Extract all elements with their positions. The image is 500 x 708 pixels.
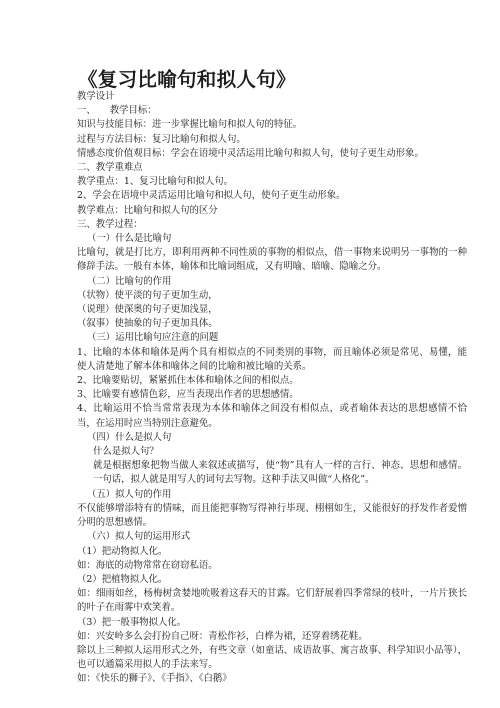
paragraph: 就是根据想象把物当做人来叙述或描写，使“物”具有人一样的言行、神态、思想和感情。一句话，拟人就是用写人的词句去写物。这种手法又叫做“人格化”。 [93, 460, 467, 486]
subsection-heading: （二）比喻句的作用 [87, 275, 172, 287]
text-line: （叙事）使抽象的句子更加具体。 [77, 318, 218, 330]
text-line: 2、比喻要贴切，紧紧抓住本体和喻体之间的相似点。 [77, 375, 299, 387]
subsection-heading: （四）什么是拟人句 [87, 431, 172, 443]
text-line: （状物）使平淡的句子更加生动， [77, 289, 218, 301]
section-heading: 三、教学过程： [77, 218, 143, 230]
section-heading: 一、 教学目标： [77, 105, 157, 117]
text-line: 如：《快乐的狮子》、《手指》、《白鹅》 [77, 673, 232, 685]
text-line: （3）把一般事物拟人化。 [77, 616, 187, 628]
text-line: 知识与技能目标：进一步掌握比喻句和拟人句的特征。 [77, 119, 303, 131]
subsection-heading: （六）拟人句的运用形式 [87, 531, 191, 543]
document-body [77, 90, 467, 687]
text-line: 过程与方法目标：复习比喻句和拟人句。 [77, 133, 246, 145]
text-line: 教学难点：比喻句和拟人句的区分 [77, 204, 218, 216]
paragraph: 除以上三种拟人运用形式之外，有些文章（如童话、成语故事、寓言故事、科学知识小品等），也可以通篇采用拟人的手法来写。 [77, 644, 467, 671]
paragraph: 不仅能够增添特有的情味，而且能把事物写得神行毕现、栩栩如生，又能很好的抒发作者爱憎分明的思想感情。 [77, 502, 467, 529]
text-line: （1）把动物拟人化。 [77, 545, 168, 557]
text-line: 如：海底的动物常常在窃窃私语。 [77, 559, 218, 571]
subsection-heading: （五）拟人句的作用 [87, 488, 172, 500]
section-heading: 二、教学重难点 [77, 162, 143, 174]
subsection-heading: （三）运用比喻句应注意的问题 [87, 332, 219, 344]
text-line: （说理）使深奥的句子更加浅显， [77, 304, 218, 316]
text-line: 教学设计 [77, 91, 115, 102]
paragraph: 4、比喻运用不恰当常常表现为本体和喻体之间没有相似点，或者喻体表达的思想感情不恰当，在运用时应当特别注意避免。 [77, 403, 467, 429]
text-line: 3、比喻要有感情色彩，应当表现出作者的思想感情。 [77, 389, 299, 401]
text-line: 什么是拟人句？ [93, 446, 159, 458]
paragraph: 比喻句，就是打比方，即利用两种不同性质的事物的相似点，借一事物来说明另一事物的一种修辞手法。一般有本体，喻体和比喻词组成，又有明喻、暗喻、隐喻之分。 [77, 247, 467, 273]
text-line: （2）把植物拟人化。 [77, 573, 168, 585]
subsection-heading: （一）什么是比喻句 [87, 233, 172, 245]
text-line: 2、学会在语境中灵活运用比喻句和拟人句，使句子更生动形象。 [77, 190, 346, 202]
text-line: 情感态度价值观目标：学会在语境中灵活运用比喻句和拟人句，使句子更生动形象。 [77, 147, 424, 159]
paragraph: 如：细雨如丝，杨梅树贪婪地吮吸着这春天的甘露。它们舒展着四季常绿的枝叶，一片片狭长的叶子在雨雾中欢笑着。 [77, 588, 467, 614]
text-line: 教学重点：1、复习比喻句和拟人句。 [77, 176, 233, 188]
text-line: 如：兴安岭多么会打扮自己呀：青松作衫，白桦为裙，还穿着绣花鞋。 [77, 630, 368, 642]
document-title: 《复习比喻句和拟人句》 [78, 68, 296, 91]
paragraph: 1、比喻的本体和喻体是两个具有相似点的不同类别的事物，而且喻体必须是常见、易懂，能使人清楚地了解本体和喻体之间的比喻和被比喻的关系。 [77, 346, 467, 372]
